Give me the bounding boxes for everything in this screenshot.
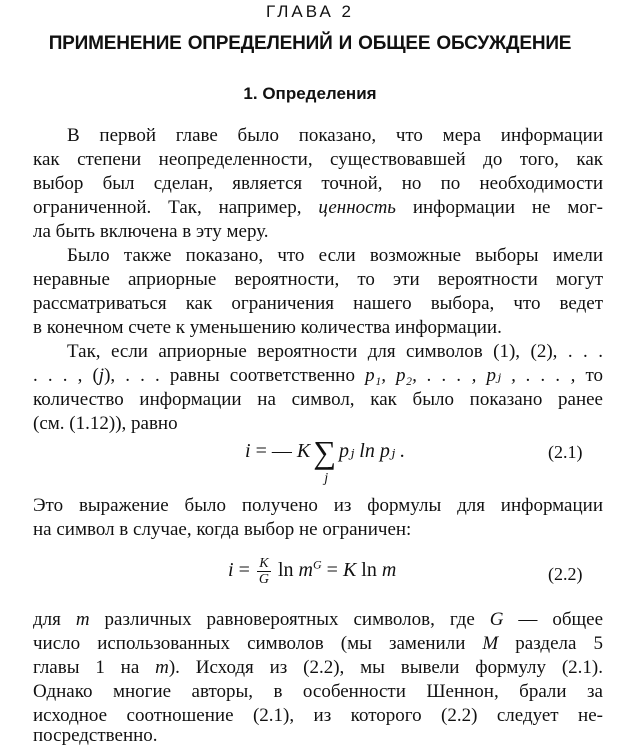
paragraph-line — [33, 196, 603, 220]
math-operator: = — — [250, 440, 297, 462]
paragraph-line: Это выражение было получено из формулы для информации — [33, 495, 603, 516]
emphasis-word: ценность — [318, 197, 396, 218]
math-var: K — [342, 559, 357, 582]
paragraph-line: количество информации на символ, как было показано ранее — [33, 389, 603, 410]
sum-symbol — [313, 434, 336, 486]
paragraph-line: неравные априорные вероятности, то эти вероятности могут — [33, 269, 603, 290]
paragraph-line — [33, 656, 603, 680]
math-var: M — [482, 633, 499, 654]
paragraph-line: Было также показано, что если возможные выборы имели — [67, 245, 603, 266]
paragraph-line — [33, 364, 603, 388]
paragraph-line: рассматриваться как ограничения нашего выбора, что ведет — [33, 293, 603, 314]
equation-number: (2.1) — [548, 442, 583, 462]
math-var: m — [381, 559, 397, 582]
math-var: i — [228, 559, 234, 582]
paragraph-line: Однако многие авторы, в особенности Шеннон, брали за — [33, 681, 603, 702]
text-span: для — [33, 609, 76, 630]
text-span: раздела 5 — [498, 633, 603, 654]
text-span: информации не мог- — [395, 197, 603, 218]
math-operator: = — [321, 559, 343, 582]
chapter-label: ГЛАВА 2 — [265, 2, 355, 21]
paragraph-line: В первой главе было показано, что мера информации — [67, 125, 603, 146]
fraction — [257, 556, 271, 587]
text-span: ). Исходя из (2.2), мы вывели формулу (2.1). — [168, 657, 603, 678]
text-span: ), . . . равны соответственно — [104, 365, 366, 386]
paragraph-line: (см. (1.12)), равно — [33, 413, 178, 434]
math-var: K — [296, 440, 311, 462]
text-span: различных равновероятных символов, где — [89, 609, 490, 630]
math-operator: ln — [272, 559, 299, 582]
math-operator: = — [233, 559, 255, 582]
text-span: ограниченной. Так, например, — [33, 197, 319, 218]
paragraph-line: исходное соотношение (2.1), из которого (2.2) следует не- — [33, 705, 603, 726]
paragraph-line: выбор был сделан, является точной, но по необходимости — [33, 173, 603, 194]
math-var: j — [98, 365, 105, 386]
math-vars: p₁, p₂, . . . , pⱼ , . . . , — [365, 365, 576, 386]
paragraph-line: посредственно. — [33, 725, 158, 746]
paragraph-line: в конечном счете к уменьшению количества информации. — [33, 317, 502, 338]
text-span: — общее — [503, 609, 604, 630]
fraction-numerator: K — [257, 556, 271, 572]
fraction-denominator: G — [258, 572, 269, 587]
equation-number: (2.2) — [548, 564, 583, 584]
equation-2-1 — [0, 432, 620, 488]
equation-body — [245, 434, 406, 486]
paragraph-line — [33, 608, 603, 632]
section-title: 1. Определения — [243, 84, 377, 103]
equation-2-2 — [0, 552, 620, 598]
chapter-title: ПРИМЕНЕНИЕ ОПРЕДЕЛЕНИЙ И ОБЩЕЕ ОБСУЖДЕНИЕ — [48, 33, 572, 54]
equation-body — [228, 556, 396, 587]
math-var: G — [489, 609, 504, 630]
math-operator: ln — [356, 559, 382, 582]
math-var: m — [75, 609, 90, 630]
text-span: число использованных символов (мы заменили — [33, 633, 483, 654]
paragraph-line: как степени неопределенности, существовавшей до того, как — [33, 149, 603, 170]
text-span: главы 1 на — [33, 657, 156, 678]
sum-index: j — [324, 471, 329, 486]
math-var: i — [245, 440, 251, 462]
math-var: m — [155, 657, 169, 678]
paragraph-line — [33, 632, 603, 656]
math-var: m — [298, 559, 313, 582]
text-span: . . . , ( — [33, 365, 99, 386]
text-span: то — [575, 365, 603, 386]
paragraph-line: ла быть включена в эту меру. — [33, 221, 269, 242]
paragraph-line: Так, если априорные вероятности для символов (1), (2), . . . — [67, 341, 603, 362]
math-term: pⱼ ln pⱼ . — [339, 440, 406, 462]
math-exponent: G — [312, 557, 322, 572]
sigma-glyph: ∑ — [313, 434, 336, 470]
paragraph-line: на символ в случае, когда выбор не ограничен: — [33, 519, 412, 540]
